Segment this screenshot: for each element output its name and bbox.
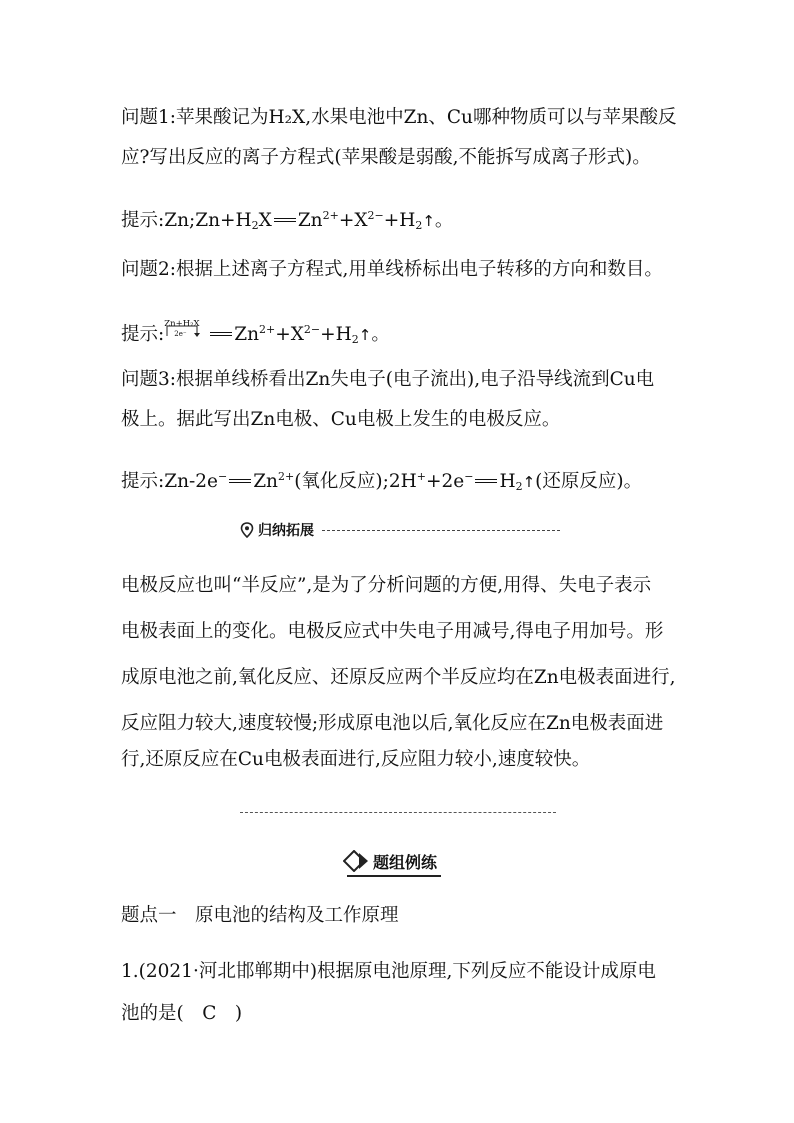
hint-2-product-h: +H (320, 324, 352, 345)
location-pin-icon (240, 522, 254, 538)
equals-sign (475, 479, 497, 483)
hint-3 (121, 457, 681, 507)
charge-sup: 2− (303, 323, 321, 336)
bridge-electron-label: 2e⁻ (174, 330, 187, 338)
subscript: 2 (351, 333, 359, 346)
section-header (240, 518, 560, 542)
charge-sup: + (416, 470, 426, 483)
summary-line: 电极反应也叫“半反应”,是为了分析问题的方便,用得、失电子表示 (121, 575, 652, 596)
summary-line: 电极表面上的变化。电极反应式中失电子用减号,得电子用加号。形 (121, 621, 664, 642)
hint-1-product-x: +X (338, 210, 368, 231)
question-1-line-1: 问题1:苹果酸记为H₂X,水果电池中Zn、Cu哪种物质可以与苹果酸反 (121, 107, 677, 128)
section-title: 归纳拓展 (258, 523, 314, 539)
period: 。 (434, 210, 454, 231)
hint-2-product-x: +X (275, 324, 304, 345)
charge-sup: − (464, 470, 474, 483)
charge-sup: 2+ (277, 470, 295, 483)
hint-3-h: H (499, 471, 516, 492)
equals-sign (210, 332, 232, 336)
summary-line: 行,还原反应在Cu电极表面进行,反应阻力较小,速度较快。 (121, 749, 591, 770)
practice-badge (343, 848, 437, 874)
charge-sup: 2+ (259, 323, 276, 336)
summary-line: 成原电池之前,氧化反应、还原反应两个半反应均在Zn电极表面进行, (121, 667, 676, 688)
hint-3-electrons: +2e (426, 471, 465, 492)
question-2: 问题2:根据上述离子方程式,用单线桥标出电子转移的方向和数目。 (121, 259, 663, 280)
hint-1-mid: X (258, 210, 272, 231)
single-line-bridge (164, 320, 208, 344)
dashed-separator (240, 812, 556, 813)
equals-sign (229, 479, 251, 483)
hint-3-oxidation: (氧化反应);2H (294, 471, 417, 492)
hint-2 (121, 310, 681, 360)
period: 。 (371, 324, 390, 345)
charge-sup: − (217, 470, 228, 483)
section-divider (322, 530, 560, 531)
hint-1-prefix: 提示:Zn;Zn+H (121, 210, 252, 231)
gas-arrow-icon: ↑ (422, 212, 435, 230)
bridge-reactants: Zn+H₂X (164, 319, 200, 329)
question-3-line-2: 极上。据此写出Zn电极、Cu电极上发生的电极反应。 (121, 409, 561, 430)
question-1-line-2: 应?写出反应的离子方程式(苹果酸是弱酸,不能拆写成离子形式)。 (121, 147, 651, 168)
hint-2-prefix: 提示: (121, 324, 165, 345)
hint-3-reduction: (还原反应)。 (535, 471, 643, 492)
charge-sup: 2+ (322, 209, 339, 222)
exercise-1-line-2: 池的是( C ) (121, 1003, 243, 1024)
hint-1-product-h: +H (383, 210, 416, 231)
hint-1-sub: 2 (251, 219, 259, 232)
hint-3-prefix: 提示:Zn-2e (121, 471, 218, 492)
hint-2-product-zn: Zn (234, 324, 260, 345)
hint-1-product-zn: Zn (297, 210, 323, 231)
badge-underline (347, 875, 441, 877)
topic-title: 题点一 原电池的结构及工作原理 (121, 905, 399, 926)
gas-arrow-icon: ↑ (358, 326, 372, 344)
summary-line: 反应阻力较大,速度较慢;形成原电池以后,氧化反应在Zn电极表面进 (121, 713, 664, 734)
hint-3-zn: Zn (253, 471, 278, 492)
practice-badge-label: 题组例练 (373, 852, 438, 872)
equals-sign (274, 218, 296, 222)
question-3-line-1: 问题3:根据单线桥看出Zn失电子(电子流出),电子沿导线流到Cu电 (121, 369, 655, 390)
hint-1 (121, 196, 681, 246)
diamond-badge-icon (343, 850, 369, 872)
exercise-1-line-1: 1.(2021·河北邯郸期中)根据原电池原理,下列反应不能设计成原电 (121, 961, 656, 982)
subscript: 2 (515, 480, 523, 493)
charge-sup: 2− (367, 209, 384, 222)
gas-arrow-icon: ↑ (522, 473, 536, 491)
subscript: 2 (415, 219, 423, 232)
